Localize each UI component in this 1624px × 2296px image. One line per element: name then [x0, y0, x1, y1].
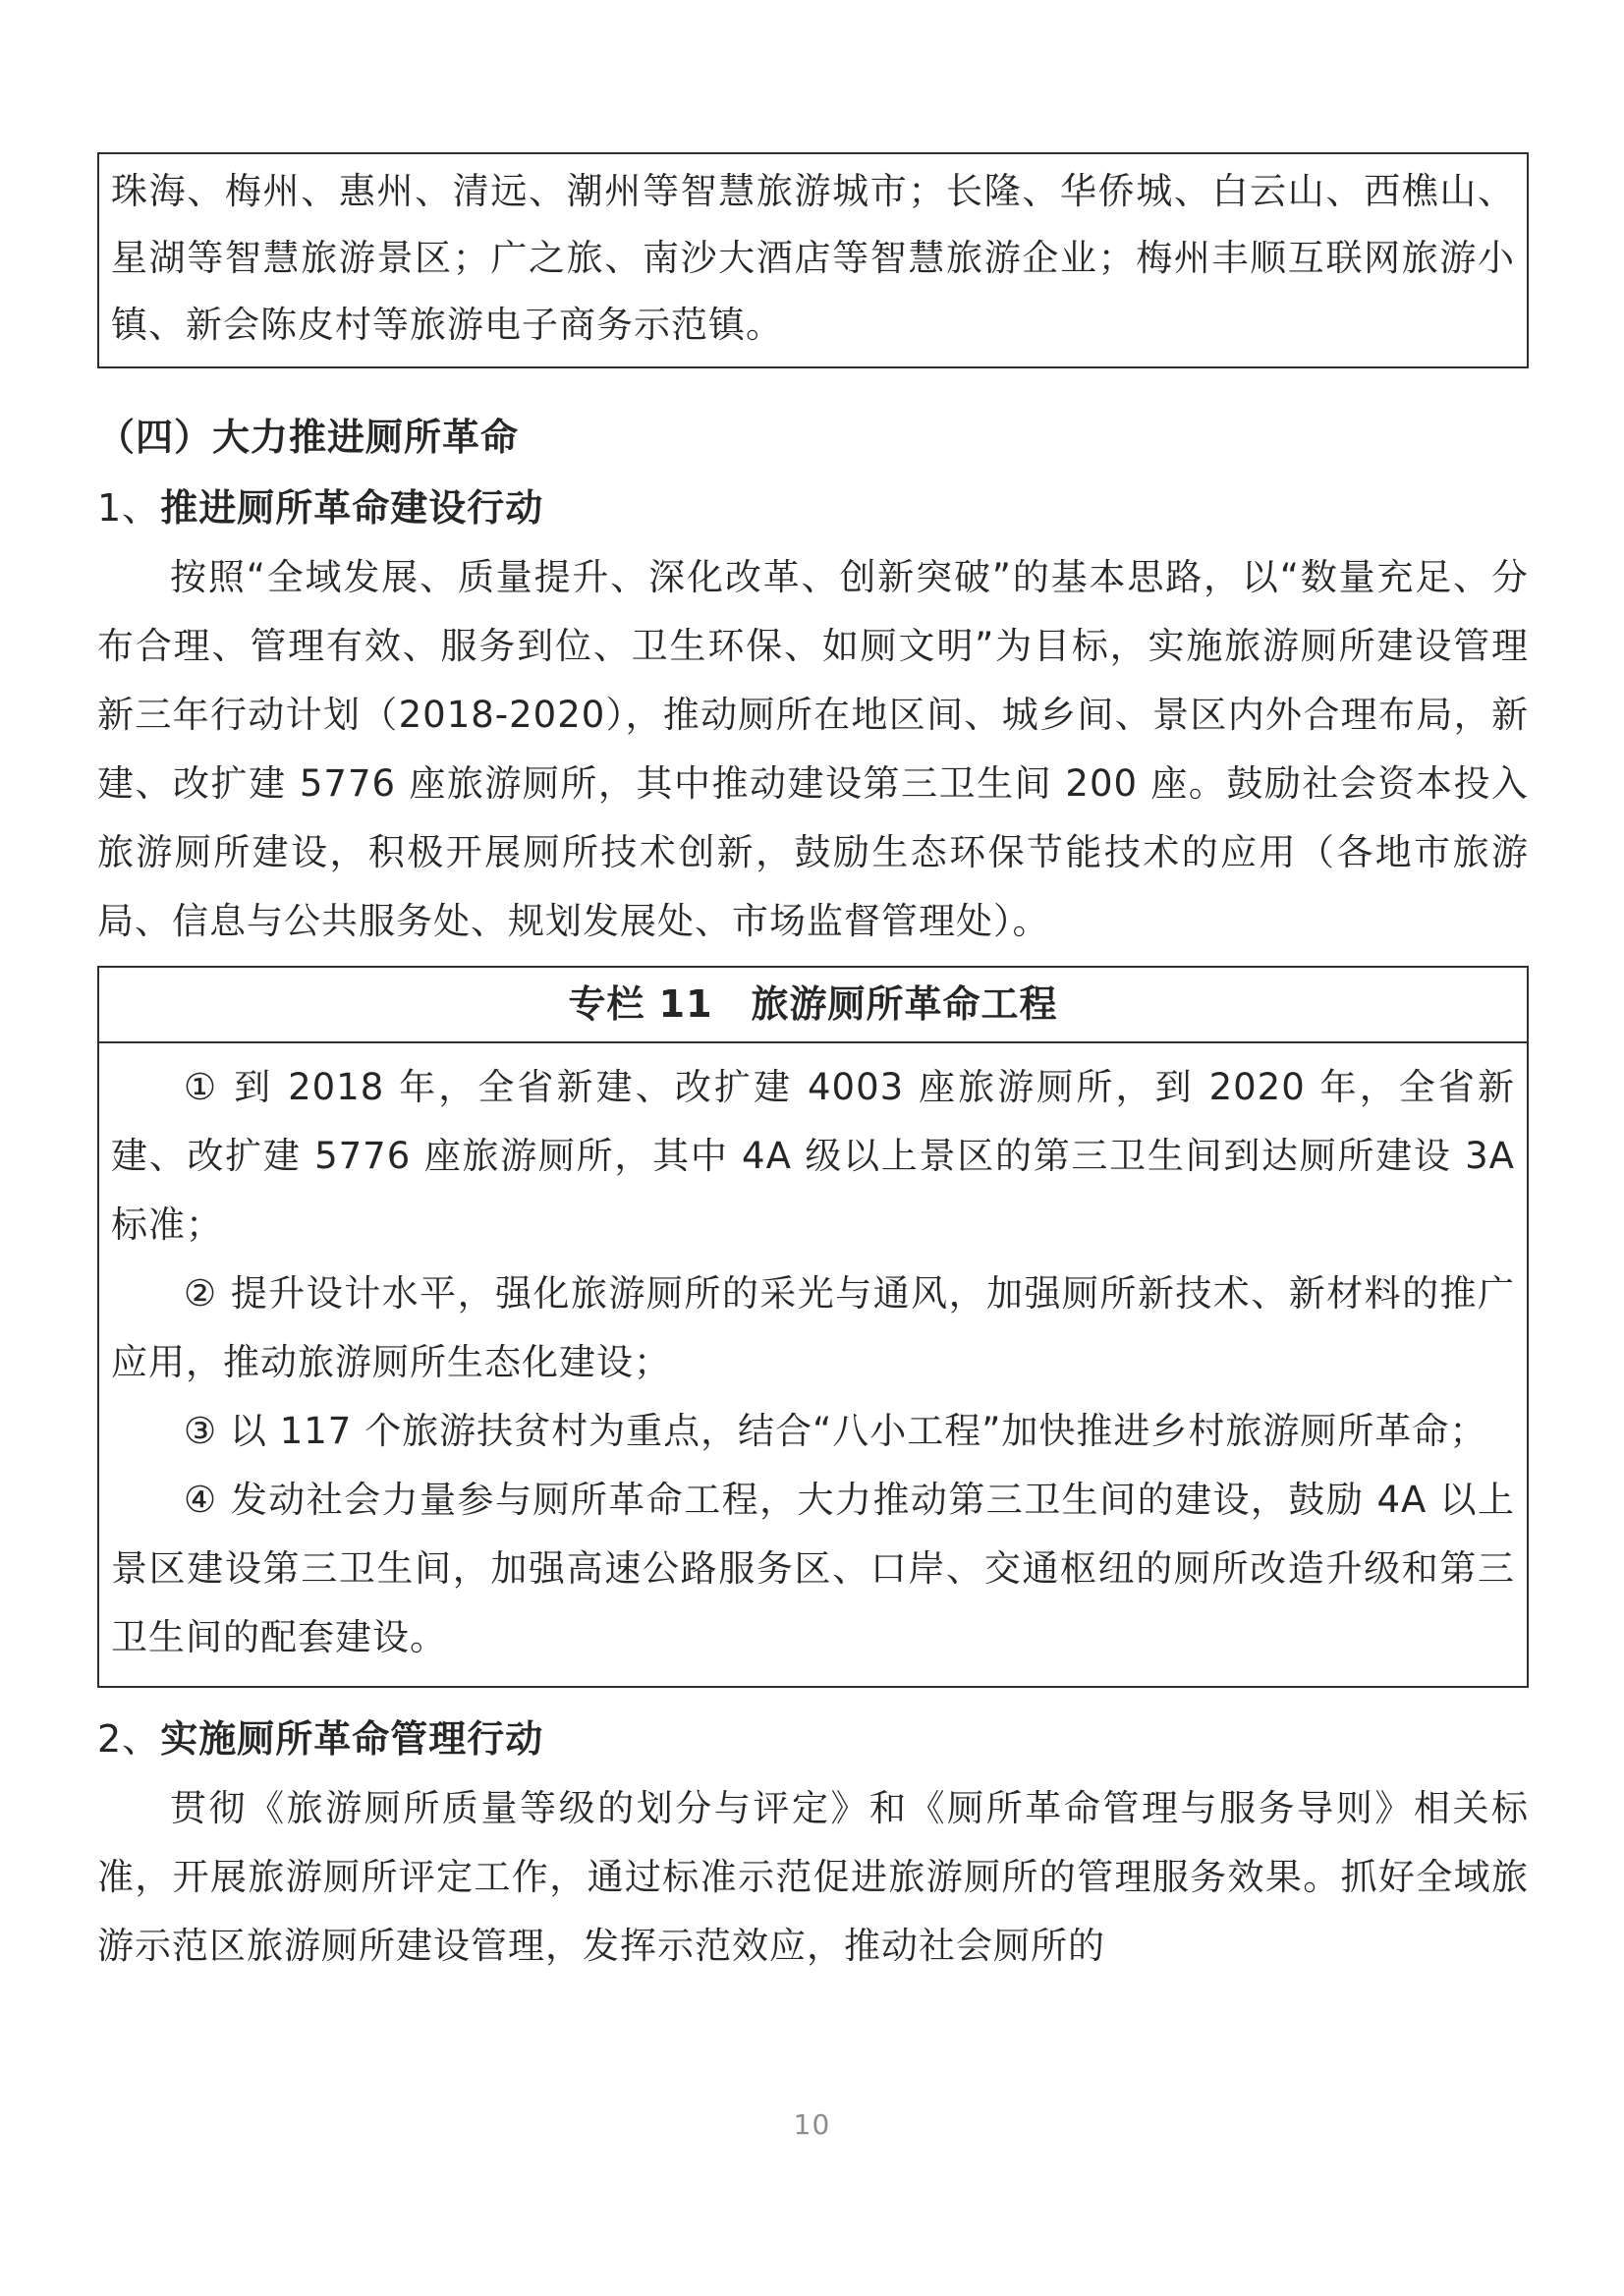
panel-body — [99, 1043, 1527, 1686]
subsection-2-heading — [97, 1704, 1529, 1774]
page-number: 10 — [793, 2108, 831, 2141]
panel-title: 专栏 11 旅游厕所革命工程 — [99, 968, 1527, 1043]
paragraph-management-action: 贯彻《旅游厕所质量等级的划分与评定》和《厕所革命管理与服务导则》相关标准，开展旅游厕所评定工作，通过标准示范促进旅游厕所的管理服务效果。抓好全域旅游示范区旅游厕所建设管理，发挥示范效应，推动社会厕所的 — [97, 1787, 1529, 1967]
panel-item-1: ① 到 2018 年，全省新建、改扩建 4003 座旅游厕所，到 2020 年，全省新建、改扩建 5776 座旅游厕所，其中 4A 级以上景区的第三卫生间到达厕所建设 3A 标准； — [111, 1066, 1515, 1246]
panel-item-4: ④ 发动社会力量参与厕所革命工程，大力推动第三卫生间的建设，鼓励 4A 以上景区建设第三卫生间，加强高速公路服务区、口岸、交通枢纽的厕所改造升级和第三卫生间的配套建设。 — [111, 1479, 1515, 1658]
continuation-text: 珠海、梅州、惠州、清远、潮州等智慧旅游城市；长隆、华侨城、白云山、西樵山、星湖等智慧旅游景区；广之旅、南沙大酒店等智慧旅游企业；梅州丰顺互联网旅游小镇、新会陈皮村等旅游电子商务示范镇。 — [111, 170, 1515, 346]
subsection-2-title: 实施厕所革命管理行动 — [160, 1717, 544, 1761]
panel-item-2: ② 提升设计水平，强化旅游厕所的采光与通风，加强厕所新技术、新材料的推广应用，推动旅游厕所生态化建设； — [111, 1272, 1515, 1383]
subsection-1-number: 1、 — [97, 486, 161, 530]
subsection-1-heading — [97, 473, 1529, 543]
subsection-2-number: 2、 — [97, 1717, 161, 1761]
panel-item-3: ③ 以 117 个旅游扶贫村为重点，结合“八小工程”加快推进乡村旅游厕所革命； — [184, 1410, 1487, 1452]
paragraph-construction-action: 按照“全域发展、质量提升、深化改革、创新突破”的基本思路，以“数量充足、分布合理、管理有效、服务到位、卫生环保、如厕文明”为目标，实施旅游厕所建设管理新三年行动计划（2018-2020），推动厕所在地区间、城乡间、景区内外合理布局，新建、改扩建 5776 座旅游厕所，其中推动建设第三卫生间 200 座。鼓励社会资本投入旅游厕所建设，积极开展厕所技术创新，鼓励生态环保节能技术的应用（各地市旅游局、信息与公共服务处、规划发展处、市场监督管理处）。 — [97, 556, 1529, 942]
subsection-1-title: 推进厕所革命建设行动 — [160, 486, 544, 530]
section-heading: （四）大力推进厕所革命 — [97, 416, 520, 459]
continuation-box — [97, 152, 1529, 368]
panel-toilet-revolution — [97, 966, 1529, 1688]
